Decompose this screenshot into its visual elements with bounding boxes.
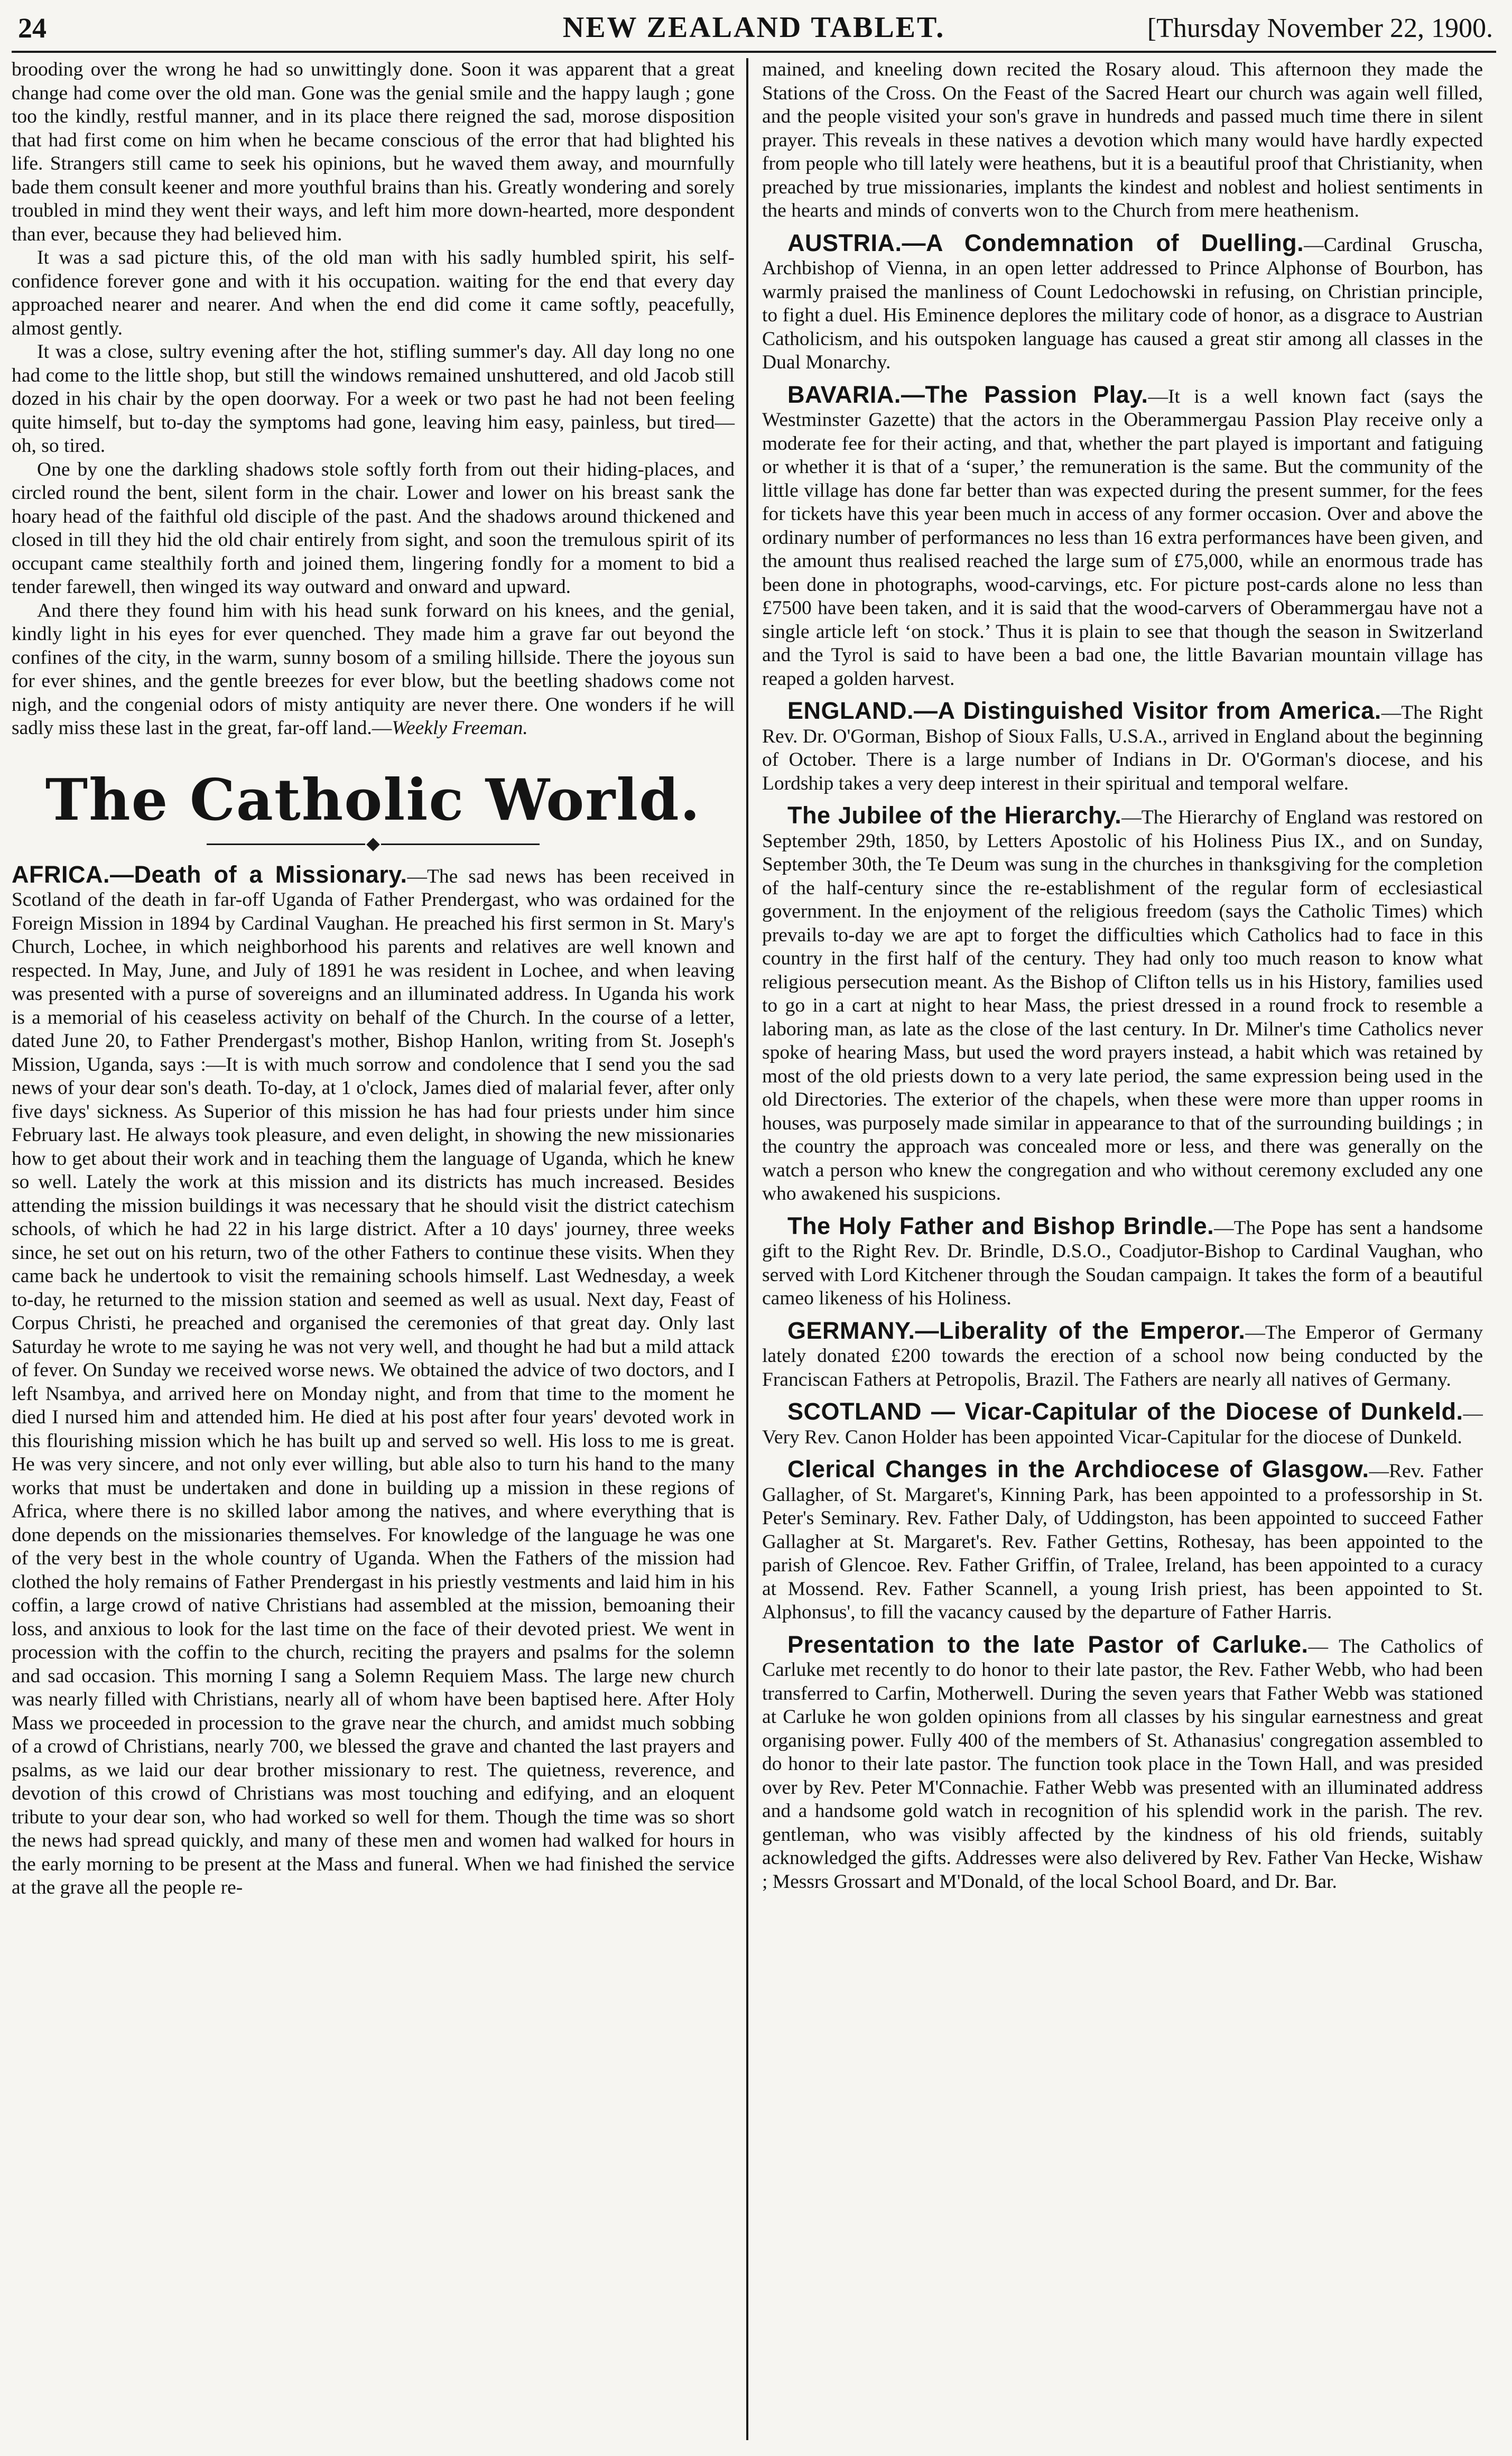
section-title: The Catholic World. (45, 766, 701, 833)
issue-date: [Thursday November 22, 1900. (1147, 13, 1493, 43)
germany-body: —The Emperor of Germany lately donated £200 towards the erection of a school now being conducted by the Franciscan Fathers at Petropolis, Brazil. The Fathers are nearly all natives of Germany. (762, 1321, 1483, 1391)
scotland-body: —Very Rev. Canon Holder has been appointed Vicar-Capitular for the diocese of Dunkeld. (762, 1403, 1483, 1448)
glasgow-body: —Rev. Father Gallagher, of St. Margaret's, Kinning Park, has been appointed to a professorship in St. Peter's Seminary. Rev. Father Daly, of Uddingston, has been appointed to succeed Father Gallagher at St. Margaret's. Rev. Father Gettins, Rothesay, has been appointed to the parish of Glencoe. Rev. Father Griffin, of Tralee, Ireland, has been appointed to a curacy at Mossend. Rev. Father Scannell, a young Irish priest, has been appointed to St. Alphonsus', to fill the vacancy caused by the departure of Father Harris. (762, 1460, 1483, 1623)
page-number: 24 (18, 12, 47, 44)
masthead (12, 10, 1496, 53)
scotland-heading: SCOTLAND — Vicar-Capitular of the Diocese of Dunkeld. (787, 1398, 1463, 1425)
holy-father-body: —The Pope has sent a handsome gift to the Right Rev. Dr. Brindle, D.S.O., Coadjutor-Bishop to Cardinal Vaughan, who served with Lord Kitchener through the Soudan campaign. It takes the form of a beautiful cameo likeness of his Holiness. (762, 1217, 1483, 1309)
africa-heading: AFRICA.—Death of a Missionary. (12, 860, 407, 888)
jubilee-heading: The Jubilee of the Hierarchy. (787, 802, 1122, 829)
story-paragraph-4: One by one the darkling shadows stole softly forth from out their hiding-places, and circled round the bent, silent form in the chair. Lower and lower on his breast sank the hoary head of the faithful old disciple of the past. And the shadows around thickened and closed in till they hid the old chair entirely from sight, and soon the tremulous spirit of its occupant came stealthily forth and joined them, lingering fondly for a moment to bid a tender farewell, then winged its way outward and onward and upward. (12, 458, 735, 598)
story-paragraph-5-text: And there they found him with his head sunk forward on his knees, and the genial, kindly light in his eyes for ever quenched. They made him a grave far out beyond the confines of the city, in the warm, sunny bosom of a smiling hillside. There the joyous sun for ever shines, and the gentle breezes for ever blow, but the beetling shadows come not nigh, and the congenial odors of misty antiquity are never there. One wonders if he will sadly miss these last in the great, far-off land.— (12, 599, 735, 739)
story-paragraph-2: It was a sad picture this, of the old man with his sadly humbled spirit, his self-confidence forever gone and with it his occupation. waiting for the end that every day approached nearer and nearer. And when the end did come it came softly, peacefully, almost gently. (12, 247, 735, 339)
bavaria-heading: BAVARIA.—The Passion Play. (787, 381, 1148, 408)
glasgow-heading: Clerical Changes in the Archdiocese of Glasgow. (787, 1456, 1369, 1482)
austria-heading: AUSTRIA.—A Condemnation of Duelling. (787, 229, 1304, 256)
jubilee-body: —The Hierarchy of England was restored on September 29th, 1850, by Letters Apostolic of his Holiness Pius IX., and on Sunday, September 30th, the Te Deum was sung in the churches in thanksgiving for the completion of the half-century since the re-establishment of the regular form of ecclesiastical government. In the enjoyment of the religious freedom (says the Catholic Times) which prevails to-day we are apt to forget the difficulties which Catholics had to face in this country in the first half of the century. They had only too much reason to know what religious persecution meant. As the Bishop of Clifton tells us in his History, families used to go in a cart at night to hear Mass, the priest dressed in a round frock to resemble a laboring man, as late as the close of the last century. In Dr. Milner's time Catholics never spoke of hearing Mass, but used the word prayers instead, a habit which was retained by most of the old priests down to a very late period, the same expression being used in the old Directories. The exterior of the chapels, when these were more than upper rooms in houses, was purposely made similar in appearance to that of the surrounding buildings ; in the country the approach was concealed more or less, and there was generally on the watch a person who knew the congregation and who without ceremony excluded any one who awakened his suspicions. (762, 807, 1483, 1204)
germany-heading: GERMANY.—Liberality of the Emperor. (787, 1317, 1246, 1344)
columns (12, 58, 1496, 2440)
story-paragraph-5 (12, 599, 735, 740)
story-source: Weekly Freeman. (392, 717, 528, 739)
article-glasgow (762, 1458, 1483, 1625)
right-column (748, 58, 1483, 2440)
africa-continuation: mained, and kneeling down recited the Rosary aloud. This afternoon they made the Stations of the Cross. On the Feast of the Sacred Heart our church was again well filled, and the people visited your son's grave in hundreds and passed much time there in silent prayer. This reveals in these natives a devotion which many would have hardly expected from people who till lately were heathens, but it is a beautiful proof that Christianity, when preached by true missionaries, implants the kindest and noblest and holiest sentiments in the hearts and minds of converts won to the Church from mere heathenism. (762, 59, 1483, 221)
story-paragraph-3: It was a close, sultry evening after the hot, stifling summer's day. All day long no one had come to the little shop, but still the windows remained unshuttered, and old Jacob still dozed in his chair by the open doorway. For a week or two past he had not been feeling quite himself, but to-day the symptoms had gone, leaving him easy, painless, but tired—oh, so tired. (12, 341, 735, 457)
story-continuation: brooding over the wrong he had so unwittingly done. Soon it was apparent that a great change had come over the old man. Gone was the genial smile and the happy laugh ; gone too the kindly, restful manner, and in its place there reigned the sad, morose disposition that had first come on him when he became conscious of the error that had blighted his life. Strangers still came to seek his opinions, but he waved them away, and mournfully bade them consult keener and more youthful brains than his. Greatly wondering and sorely troubled in mind they went their ways, and left him more down-hearted, more despondent than ever, because they had believed him. (12, 59, 735, 245)
article-carluke (762, 1630, 1483, 1894)
africa-body: —The sad news has been received in Scotland of the death in far-off Uganda of Father Prendergast, who was ordained for the Foreign Mission in 1894 by Cardinal Vaughan. He preached his first sermon in St. Mary's Church, Lochee, in which neighborhood his parents and relatives are well known and respected. In May, June, and July of 1891 he was resident in Lochee, and when leaving was presented with a purse of sovereigns and an illuminated address. In Uganda his work is a memorial of his ceaseless activity on behalf of the Church. In the course of a letter, dated June 20, to Father Prendergast's mother, Bishop Hanlon, writing from St. Joseph's Mission, Uganda, says :—It is with much sorrow and condolence that I send you the sad news of your dear son's death. To-day, at 1 o'clock, James died of malarial fever, after only five days' sickness. As Superior of this mission he has had four priests under him since February last. He always took pleasure, and even delight, in showing the new missionaries how to get about their work and in teaching them the language of Uganda, which he knew so well. Lately the work at this mission and its districts has much increased. Besides attending the mission buildings it was necessary that he should visit the district catechism schools, of which he had 22 in his large district. After a 10 days' journey, three weeks since, he set out on his return, two of the other Fathers to continue these visits. When they came back he undertook to visit the remaining schools himself. Last Wednesday, a week to-day, he returned to the mission station and seemed as well as usual. Next day, Feast of Corpus Christi, he preached and organised the ceremonies of that great day. Only last Saturday he wrote to me saying he was not very well, and thought he had but a mild attack of fever. On Sunday we received worse news. We obtained the advice of two doctors, and I left Nsambya, and arrived here on Monday night, and from that time to the moment he died I nursed him and attended him. He died at his post after four years' devoted work in this flourishing mission which he has built up and served so well. His loss to me is great. He was very sincere, and not only ever willing, but able also to turn his hand to the many works that must be undertaken and done in building up a mission in these regions of Africa, where there is no skilled labor among the natives, and where everything that is done depends on the missionaries themselves. For knowledge of the language he was one of the very best in the whole country of Uganda. When the Fathers of the mission had clothed the holy remains of Father Prendergast in his priestly vestments and laid him in his coffin, a large crowd of native Christians had assembled at the mission, bemoaning their loss, and anxious to look for the last time on the face of their devoted priest. We went in procession with the coffin to the church, reciting the prayers and psalms for the solemn and sad occasion. This morning I sang a Solemn Requiem Mass. The large new church was nearly filled with Christians, nearly all of whom have been baptised here. After Holy Mass we proceeded in procession to the grave near the church, and amidst much sobbing of a crowd of Christians, nearly 700, we blessed the grave and chanted the last prayers and psalms, as we laid our dear brother missionary to rest. The quietness, reverence, and devotion of this crowd of Christians was most touching and edifying, and an eloquent tribute to your dear son, who had worked so well for them. Though the time was so short the news had spread quickly, and many of these men and women had walked for hours in the early morning to be present at the Mass and funeral. When we had finished the service at the grave all the people re- (12, 865, 735, 1899)
article-england (762, 699, 1483, 795)
left-column (12, 58, 746, 2440)
england-body: —The Right Rev. Dr. O'Gorman, Bishop of Sioux Falls, U.S.A., arrived in England about the beginning of October. There is a large number of Indians in Dr. O'Gorman's diocese, and his Lordship takes a very deep interest in their spiritual and temporal welfare. (762, 702, 1483, 794)
article-germany (762, 1319, 1483, 1392)
bavaria-body: —It is a well known fact (says the Westminster Gazette) that the actors in the Oberammergau Passion Play receive only a moderate fee for their acting, and that, whether the part played is important and fatiguing or whether it is that of a ‘super,’ the remuneration is the same. But the community of the little village has done far better than was expected during the present summer, for the fees for tickets have this year been much in access of any former occasion. Over and above the ordinary number of performances no less than 16 extra performances have been given, and the amount thus realised reached the large sum of £75,000, while an enormous trade has been done in photographs, wood-carvings, etc. For picture post-cards alone no less than £7500 have been taken, and it is said that the wood-carvers of Oberammergau have not a single article left ‘on stock.’ Thus it is plain to see that though the season in Switzerland and the Tyrol is said to have been a bad one, the little Bavarian mountain village has reaped a golden harvest. (762, 385, 1483, 690)
ornament-divider (12, 840, 735, 849)
holy-father-heading: The Holy Father and Bishop Brindle. (787, 1212, 1214, 1239)
newspaper-title: NEW ZEALAND TABLET. (562, 11, 945, 44)
article-scotland (762, 1400, 1483, 1449)
england-heading: ENGLAND.—A Distinguished Visitor from America. (787, 697, 1381, 724)
article-austria (762, 231, 1483, 375)
carluke-heading: Presentation to the late Pastor of Carluke. (787, 1630, 1309, 1658)
article-bavaria (762, 383, 1483, 691)
article-holy-father (762, 1212, 1483, 1311)
article-jubilee (762, 804, 1483, 1206)
austria-body: —Cardinal Gruscha, Archbishop of Vienna, in an open letter addressed to Prince Alphonse of Bourbon, has warmly praised the manliness of Count Ledochowski in refusing, on Christian principle, to fight a duel. His Eminence deplores the military code of honor, as a disgrace to Austrian Catholicism, and his outspoken language has caused a great stir among all classes in the Dual Monarchy. (762, 234, 1483, 373)
article-africa (12, 860, 735, 1900)
carluke-body: — The Catholics of Carluke met recently to do honor to their late pastor, the Rev. Father Webb, who had been transferred to Carfin, Motherwell. During the seven years that Father Webb was stationed at Carluke he won golden opinions from all classes by his singular earnestness and great organising power. Fully 400 of the members of St. Athanasius' congregation assembled to do honor to their late pastor. The function took place in the Town Hall, and was presided over by Rev. Peter M'Connachie. Father Webb was presented with an illuminated address and a handsome gold watch in recognition of his splendid work in the parish. The rev. gentleman, who was visibly affected by the kindness of his old friends, suitably acknowledged the gifts. Addresses were also delivered by Rev. Father Van Hecke, Wishaw ; Messrs Grossart and M'Donald, of the local School Board, and Dr. Bar. (762, 1635, 1483, 1893)
